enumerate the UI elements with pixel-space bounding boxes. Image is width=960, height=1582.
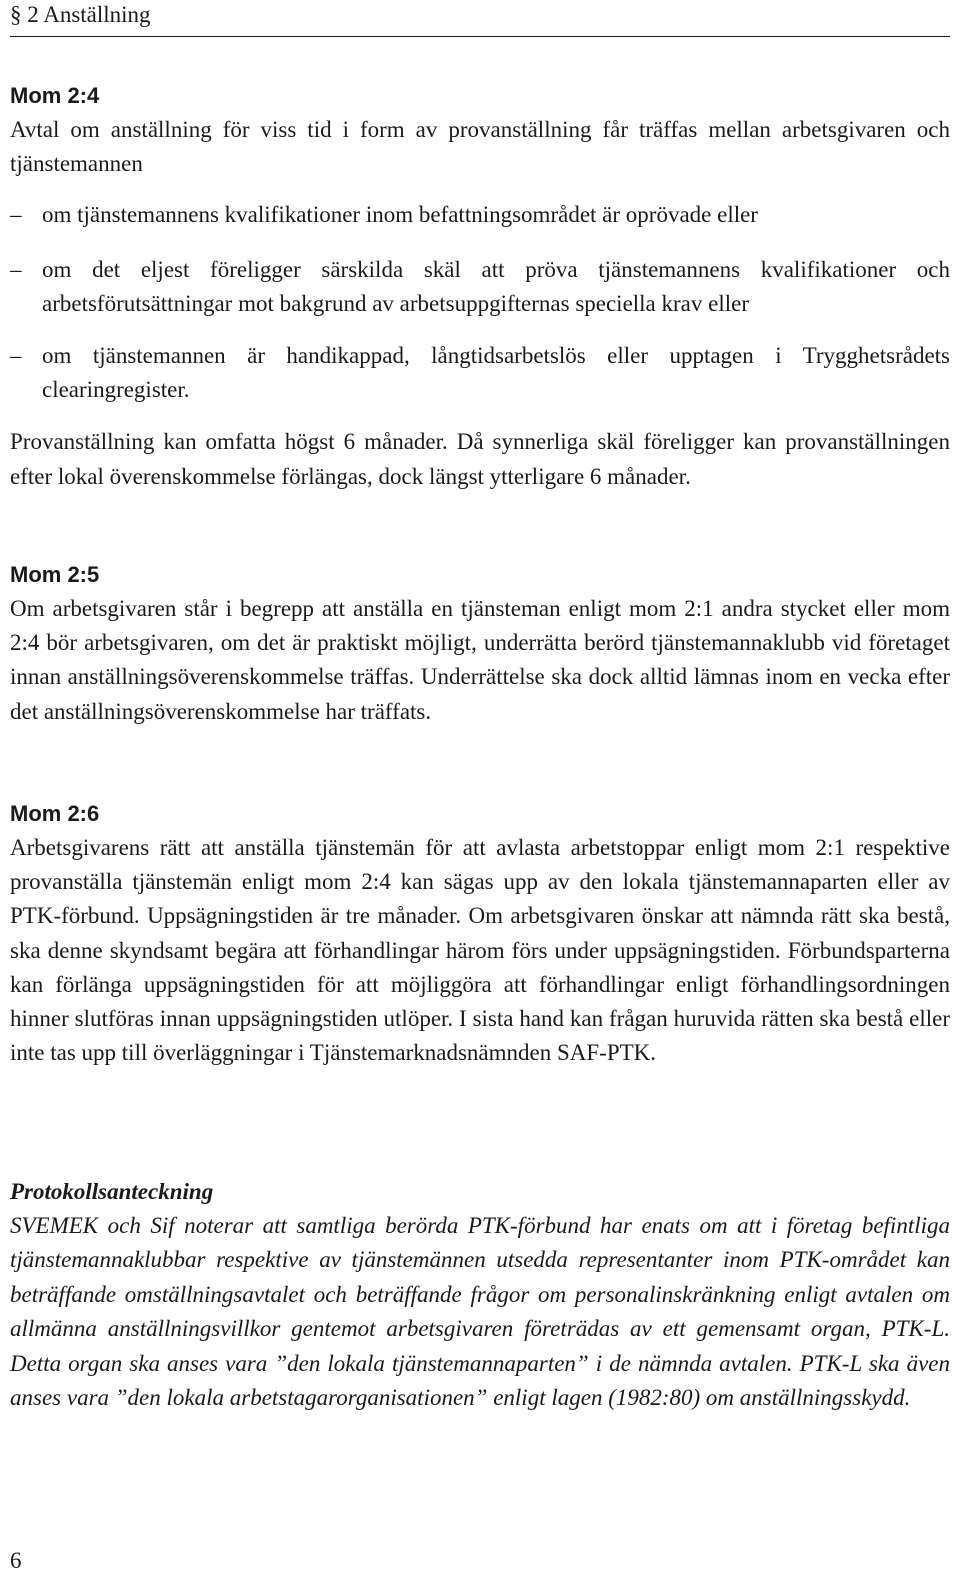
section-intro: Avtal om anställning för viss tid i form av provanställning får träffas mellan arbetsgivaren och tjänstemannen bbox=[10, 117, 950, 177]
section-mom-2-4 bbox=[10, 82, 950, 494]
list-item-text: om tjänstemannens kvalifikationer inom befattningsområdet är oprövade eller bbox=[42, 202, 758, 228]
protocol-heading: Protokollsanteckning bbox=[10, 1179, 214, 1204]
protocol-note bbox=[10, 1178, 950, 1415]
condition-list bbox=[10, 198, 950, 407]
dash-marker: – bbox=[10, 256, 22, 282]
section-heading: Mom 2:4 bbox=[10, 83, 100, 108]
section-closing: Provanställning kan omfatta högst 6 månader. Då synnerliga skäl föreligger kan provanställningen efter lokal överenskommelse förlängas, dock längst ytterligare 6 månader. bbox=[10, 429, 950, 489]
list-item-text: om tjänstemannen är handikappad, långtidsarbetslös eller upptagen i Trygghetsrådets clearingregister. bbox=[42, 343, 950, 403]
section-body: Arbetsgivarens rätt att anställa tjänstemän för att avlasta arbetstoppar enligt mom 2:1 respektive provanställa tjänstemän enligt mom 2:4 kan sägas upp av den lokala tjänstemannaparten eller av PTK-förbund. Uppsägningstiden är tre månader. Om arbetsgivaren önskar att nämnda rätt ska bestå, ska denne skyndsamt begära att förhandlingar härom förs under uppsägningstiden. Förbundsparterna kan förlänga uppsägningstiden för att möjliggöra att förhandlingar enligt förhandlingsordningen hinner slutföras innan uppsägningstiden utlöper. I sista hand kan frågan huruvida rätten ska bestå eller inte tas upp till överläggningar i Tjänstemarknadsnämnden SAF-PTK. bbox=[10, 835, 950, 1066]
protocol-body: SVEMEK och Sif noterar att samtliga berörda PTK-förbund har enats om att i företag befintliga tjänstemannaklubbar respektive av tjänstemännen utsedda representanter inom PTK-området kan beträffande omställningsavtalet och beträffande frågor om personalinskränkning enligt avtalen om allmänna anställningsvillkor gentemot arbetsgivaren företrädas av ett gemensamt organ, PTK-L. Detta organ ska anses vara ”den lokala tjänstemannaparten” i de nämnda avtalen. PTK-L ska även anses vara ”den lokala arbetstagarorganisationen” enligt lagen (1982:80) om anställningsskydd. bbox=[10, 1213, 950, 1411]
dash-marker: – bbox=[10, 202, 22, 228]
section-heading: Mom 2:5 bbox=[10, 562, 100, 587]
list-item bbox=[10, 198, 950, 232]
section-body: Om arbetsgivaren står i begrepp att anställa en tjänsteman enligt mom 2:1 andra stycket eller mom 2:4 bör arbetsgivaren, om det är praktiskt möjligt, underrätta berörd tjänstemannaklubb vid företaget innan anställningsöverenskommelse träffas. Underrättelse ska dock alltid lämnas inom en vecka efter det anställningsöverenskommelse har träffats. bbox=[10, 596, 950, 724]
list-item-text: om det eljest föreligger särskilda skäl att pröva tjänstemannens kvalifikationer och arbetsförutsättningar mot bakgrund av arbetsuppgifternas speciella krav eller bbox=[42, 256, 950, 316]
running-header bbox=[10, 0, 950, 37]
section-heading: Mom 2:6 bbox=[10, 801, 100, 826]
section-mom-2-6 bbox=[10, 800, 950, 1070]
section-mom-2-5 bbox=[10, 561, 950, 729]
list-item bbox=[10, 253, 950, 321]
dash-marker: – bbox=[10, 343, 22, 369]
list-item bbox=[10, 339, 950, 407]
page-number: 6 bbox=[10, 1548, 22, 1573]
section-title: § 2 Anställning bbox=[10, 2, 151, 27]
